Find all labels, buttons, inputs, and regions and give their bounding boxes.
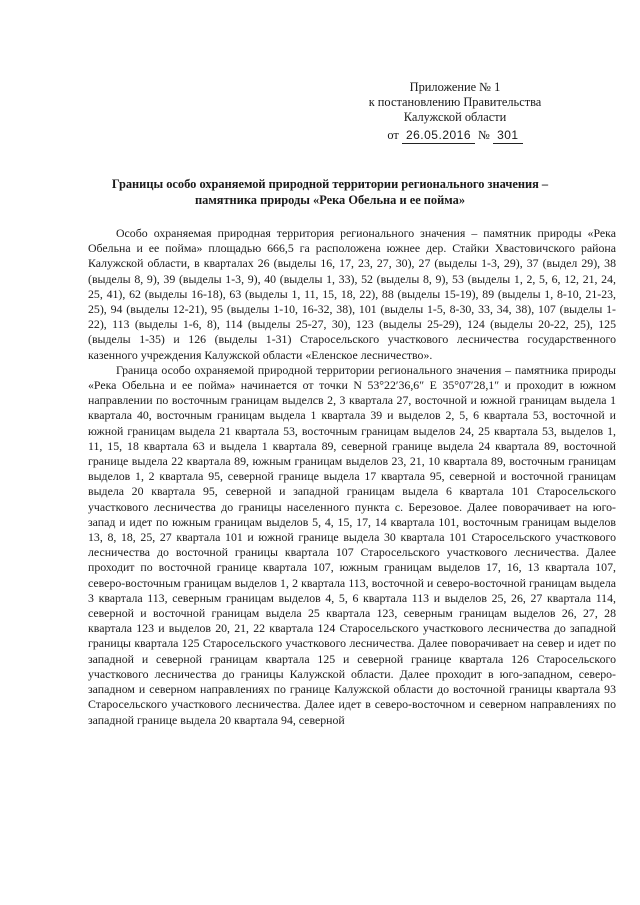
from-label: от xyxy=(387,128,399,142)
appendix-region-line: Калужской области xyxy=(403,110,507,124)
paragraph-boundary: Граница особо охраняемой природной территории регионального значения – памятника природы «Река Обельна и ее пойма» начинается от точки N 53°22′36,6″ E 35°07′28,1″ и проходит в южном направлении по восточным границам выделсв 2, 3 квартала 27, восточной и южной границам выдела 1 квартала 40, восточным границам выдела 1 квартала 39 и выделов 2, 5, 6 квартала 53, восточной и южной границам выдела 21 квартала 53, восточным границам выделов 24, 25 квартала 53, выделов 1, 11, 15, 18 квартала 63 и выдела 1 квартала 89, северной границе выдела 24 квартала 89, восточной границе выдела 22 квартала 89, южным границам выделов 23, 21, 10 квартала 89, восточным границам выделов 1, 2 квартала 95, северной границе выдела 17 квартала 95, северной и восточной границам выдела 20 квартала 95, северной и западной границам выдела 6 квартала 101 Старосельского участкового лесничества до границы населенного пункта с. Березовое. Далее поворачивает на юго-запад и идет по южным границам выделов 5, 4, 15, 17, 14 квартала 101, восточным границам выделов 13, 8, 18, 25, 27 квартала 101 и южной границе выдела 30 квартала 101 Старосельского участкового лесничества до восточной границы квартала 107 Старосельского участкового лесничества. Далее проходит по восточной границе квартала 107, южным границам выделов 17, 16, 13 квартала 107, северо-восточным границам выделов 1, 2 квартала 113, восточной и северо-восточной границам выдела 3 квартала 113, северным границам выделов 4, 5, 6 квартала 113 и выделов 25, 26, 27 квартала 114, северной и восточной границам выдела 25 квартала 123, северным границам выделов 26, 27, 28 квартала 123 и выделов 20, 21, 22 квартала 124 Старосельского участкового лесничества до западной границы квартала 125 Старосельского участкового лесничества. Далее поворачивает на север и идет по западной и северной границам квартала 125 и северной границе квартала 126 Старосельского участкового лесничества до границы Калужской области. Далее проходит в юго-западном, северо-западном и северном направлениях по границе Калужской области до восточной границы квартала 93 Старосельского участкового лесничества. Далее идет в северо-восточном и северном направлениях по западной границе выдела 20 квартала 94, северной xyxy=(88,362,616,727)
decree-date: 26.05.2016 xyxy=(402,128,475,144)
title-line-1: Границы особо охраняемой природной территории регионального значения – xyxy=(111,177,549,191)
appendix-header xyxy=(340,80,570,144)
document-body xyxy=(88,226,616,728)
appendix-decree-line: к постановлению Правительства xyxy=(368,95,542,109)
appendix-title: Приложение № 1 xyxy=(409,80,501,94)
title-line-2: памятника природы «Река Обельна и ее пойма» xyxy=(194,193,466,207)
number-label: № xyxy=(478,128,490,142)
decree-number: 301 xyxy=(493,128,523,144)
paragraph-territory: Особо охраняемая природная территория регионального значения – памятник природы «Река Обельна и ее пойма» площадью 666,5 га расположена южнее дер. Стайки Хвастовичского района Калужской области, в кварталах 26 (выделы 16, 17, 23, 27, 30), 27 (выделы 1-3, 29), 37 (выдел 29), 38 (выделы 8, 9), 39 (выделы 1-3, 9), 40 (выделы 1, 33), 52 (выделы 8, 9), 53 (выделы 1, 2, 5, 6, 12, 21, 24, 25, 41), 62 (выделы 16-18), 63 (выделы 1, 11, 15, 18, 22), 88 (выделы 15-19), 89 (выделы 1, 8-10, 21-23, 25), 94 (выделы 12-21), 95 (выделы 1-10, 16-32, 38), 101 (выделы 1-5, 8-30, 33, 34, 38), 107 (выделы 1-22), 113 (выделы 1-6, 8), 114 (выделы 25-27, 30), 123 (выделы 25-29), 124 (выделы 20-22, 25), 125 (выделы 1-35) и 126 (выделы 1-31) Старосельского участкового лесничества государственного казенного учреждения Калужской области «Еленское лесничество». xyxy=(88,226,616,362)
document-title xyxy=(60,176,600,208)
appendix-date-row xyxy=(340,128,570,144)
